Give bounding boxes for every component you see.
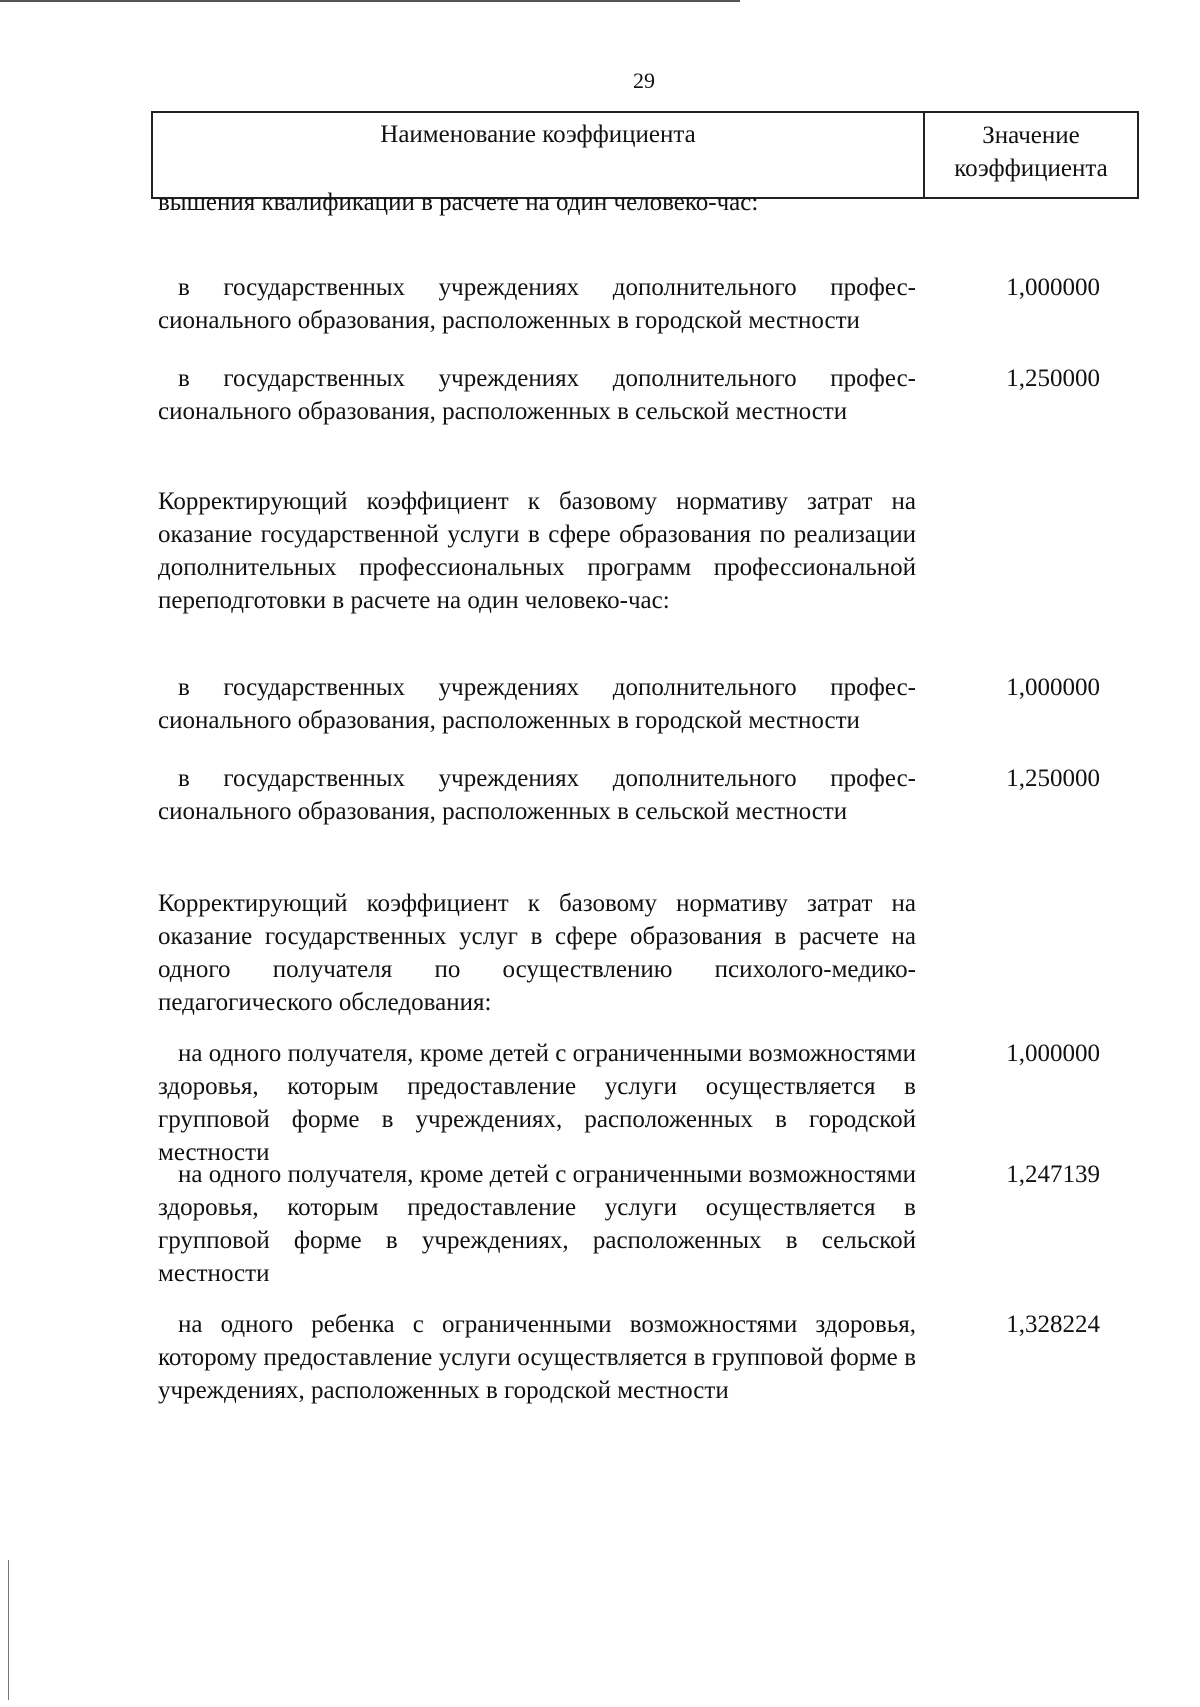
- section-intro: вышения квалификации в расчете на один человеко-час:: [158, 189, 759, 216]
- column-header-value: Значение коэффициента: [954, 122, 1108, 182]
- coefficient-value: 1,000000: [1006, 674, 1100, 701]
- page-number: 29: [633, 68, 655, 93]
- coefficient-value: 1,328224: [1006, 1311, 1100, 1338]
- scan-margin-line: [8, 1560, 9, 1700]
- coefficient-description: на одного ребенка с ограниченными возможностями здоровья, которому предоставление услуги осуществляется в групповой форме в учреждениях, расположенных в городской местности: [158, 1311, 916, 1404]
- coefficient-description: в государственных учреждениях дополнительного профессионального образования, расположенных в городской местности: [158, 274, 916, 334]
- top-rule: [0, 0, 740, 2]
- section-intro: Корректирующий коэффициент к базовому нормативу затрат на оказание государственной услуги в сфере образования по реализации дополнительных профессиональных программ профессиональной переподготовки в расчете на один человеко-час:: [158, 488, 916, 614]
- coefficient-value: 1,250000: [1006, 765, 1100, 792]
- coefficient-value: 1,000000: [1006, 1040, 1100, 1067]
- coefficient-description: в государственных учреждениях дополнительного профессионального образования, расположенных в сельской местности: [158, 365, 916, 425]
- coefficient-value: 1,000000: [1006, 274, 1100, 301]
- coefficient-value: 1,250000: [1006, 365, 1100, 392]
- column-header-name: Наименование коэффициента: [153, 113, 925, 197]
- coefficient-description: в государственных учреждениях дополнительного профессионального образования, расположенных в сельской местности: [158, 765, 916, 825]
- coefficient-value: 1,247139: [1006, 1161, 1100, 1188]
- coefficient-description: на одного получателя, кроме детей с ограниченными возможностями здоровья, которым предоставление услуги осуществляется в групповой форме в учреждениях, расположенных в городской местности: [158, 1040, 916, 1166]
- coefficient-description: в государственных учреждениях дополнительного профессионального образования, расположенных в городской местности: [158, 674, 916, 734]
- coefficient-description: на одного получателя, кроме детей с ограниченными возможностями здоровья, которым предоставление услуги осуществляется в групповой форме в учреждениях, расположенных в сельской местности: [158, 1161, 916, 1287]
- section-intro: Корректирующий коэффициент к базовому нормативу затрат на оказание государственных услуг в сфере образования в расчете на одного получателя по осуществлению психолого-медико-педагогического обследования:: [158, 890, 916, 1016]
